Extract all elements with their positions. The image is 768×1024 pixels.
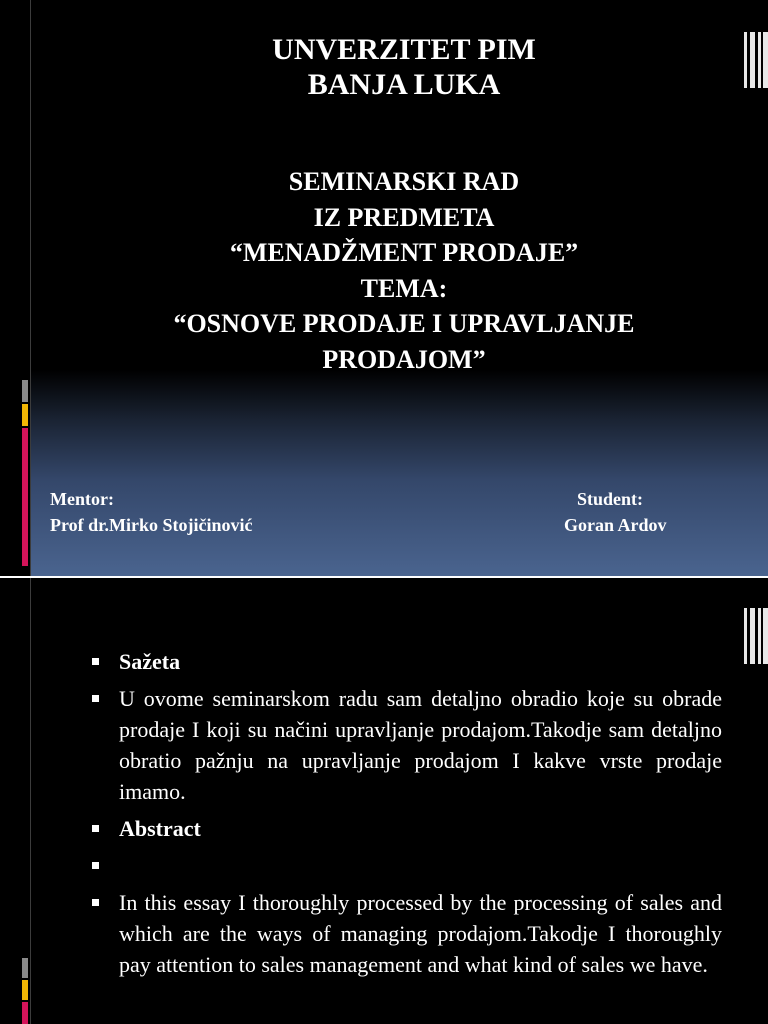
- accent-stripe-magenta: [22, 428, 28, 566]
- university-title: [40, 32, 768, 102]
- bullet-abstract-text: In this essay I thoroughly processed by the processing of sales and which are the ways of managing prodajom.Takodje I thoroughly pay attention to sales management and what kind of sales we have.: [92, 887, 722, 980]
- student-block: [564, 486, 667, 538]
- accent-stripe-gold: [22, 980, 28, 1000]
- bullet-heading-sazeta: Sažeta: [92, 646, 722, 677]
- accent-stripe-gray: [22, 958, 28, 978]
- university-line: BANJA LUKA: [307, 68, 501, 101]
- binder-marks-icon: [744, 608, 768, 664]
- seminar-line: “MENADŽMENT PRODAJE”: [229, 238, 579, 267]
- bullet-list: [92, 646, 722, 986]
- accent-stripe-magenta: [22, 1002, 28, 1024]
- slide-abstract: [0, 578, 768, 1024]
- mentor-label: Mentor:: [50, 489, 114, 509]
- seminar-line: PRODAJOM”: [322, 344, 486, 374]
- seminar-line: SEMINARSKI RAD: [288, 167, 520, 196]
- student-name: Goran Ardov: [564, 515, 667, 535]
- mentor-block: [50, 486, 252, 538]
- seminar-line: TEMA:: [360, 273, 448, 303]
- bullet-summary-text: U ovome seminarskom radu sam detaljno obradio koje su obrade prodaje I koji su načini upravljanje prodajom.Takodje sam detaljno obratio pažnju na upravljanje prodajom I kakve vrste prodaje imamo.: [92, 683, 722, 807]
- mentor-name: Prof dr.Mirko Stojičinović: [50, 515, 253, 535]
- seminar-line: IZ PREDMETA: [313, 202, 495, 232]
- bullet-heading-abstract: Abstract: [92, 813, 722, 844]
- seminar-line: “OSNOVE PRODAJE I UPRAVLJANJE: [173, 309, 635, 338]
- university-line: UNVERZITET PIM: [272, 33, 536, 66]
- accent-stripe-gold: [22, 404, 28, 426]
- bullet-empty: [92, 850, 722, 881]
- student-label: Student:: [577, 489, 644, 509]
- seminar-title: [40, 164, 768, 377]
- accent-stripe-gray: [22, 380, 28, 402]
